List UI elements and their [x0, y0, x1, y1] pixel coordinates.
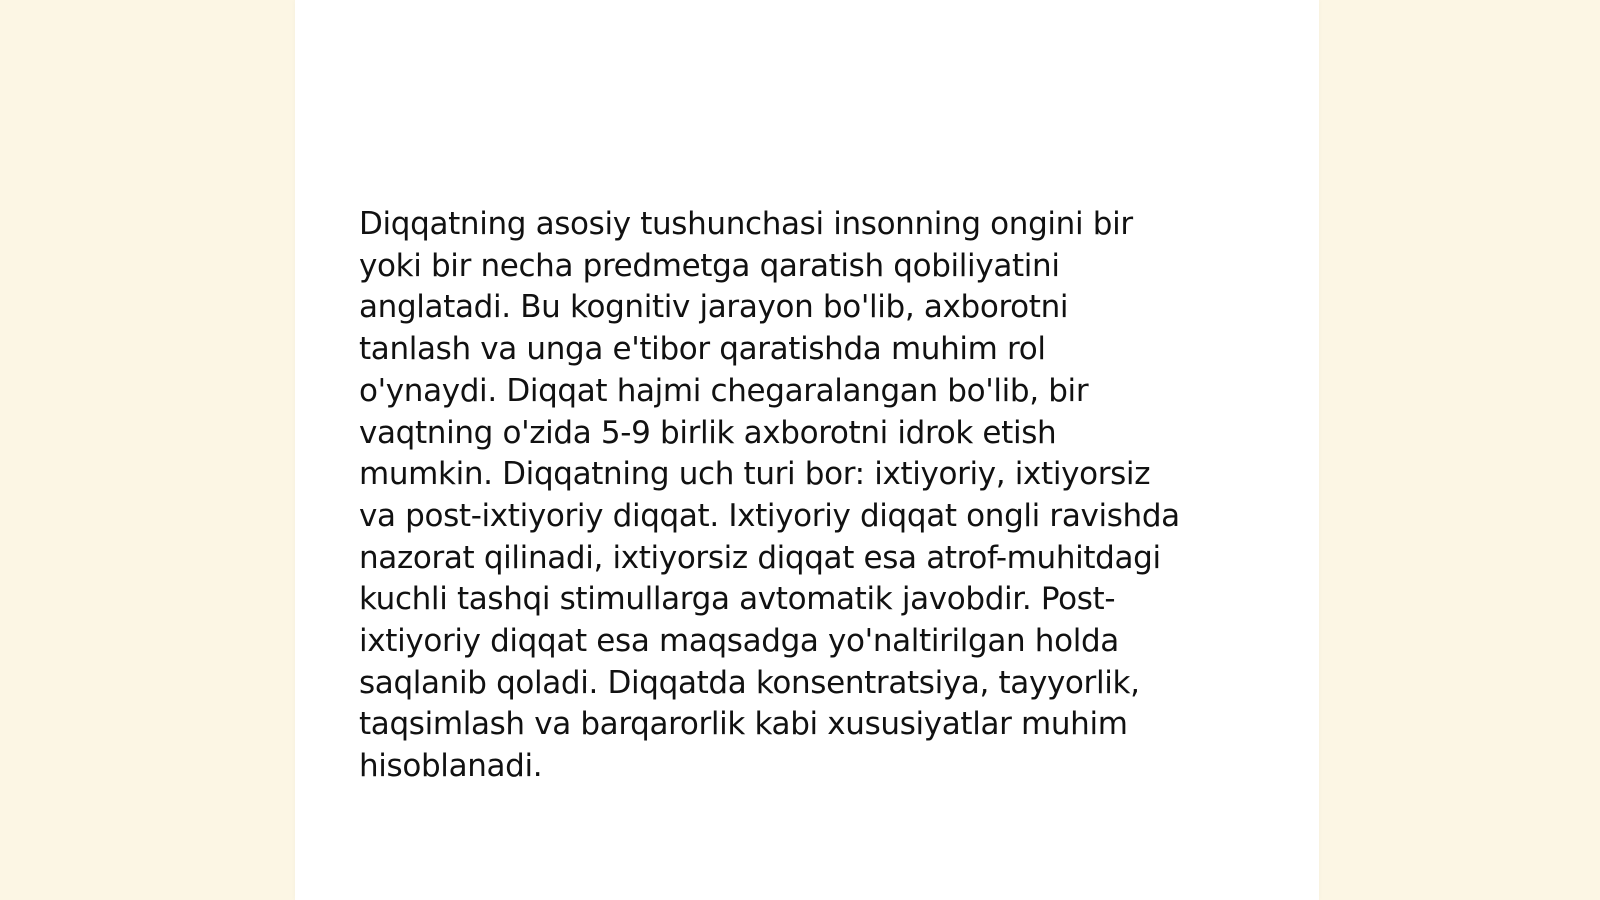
- right-margin-panel: [1319, 0, 1600, 900]
- body-paragraph: Diqqatning asosiy tushunchasi insonning ongini bir yoki bir necha predmetga qaratish qobiliyatini anglatadi. Bu kognitiv jarayon bo'lib, axborotni tanlash va unga e'tibor qaratishda muhim rol o'ynaydi. Diqqat hajmi chegaralangan bo'lib, bir vaqtning o'zida 5-9 birlik axborotni idrok etish mumkin. Diqqatning uch turi bor: ixtiyoriy, ixtiyorsiz va post-ixtiyoriy diqqat. Ixtiyoriy diqqat ongli ravishda nazorat qilinadi, ixtiyorsiz diqqat esa atrof-muhitdagi kuchli tashqi stimullarga avtomatik javobdir. Post- ixtiyoriy diqqat esa maqsadga yo'naltirilgan holda saqlanib qoladi. Diqqatda konsentratsiya, tayyorlik, taqsimlash va barqarorlik kabi xususiyatlar muhim hisoblanadi.: [359, 206, 1180, 785]
- left-margin-panel: [0, 0, 295, 900]
- document-page: [295, 0, 1319, 900]
